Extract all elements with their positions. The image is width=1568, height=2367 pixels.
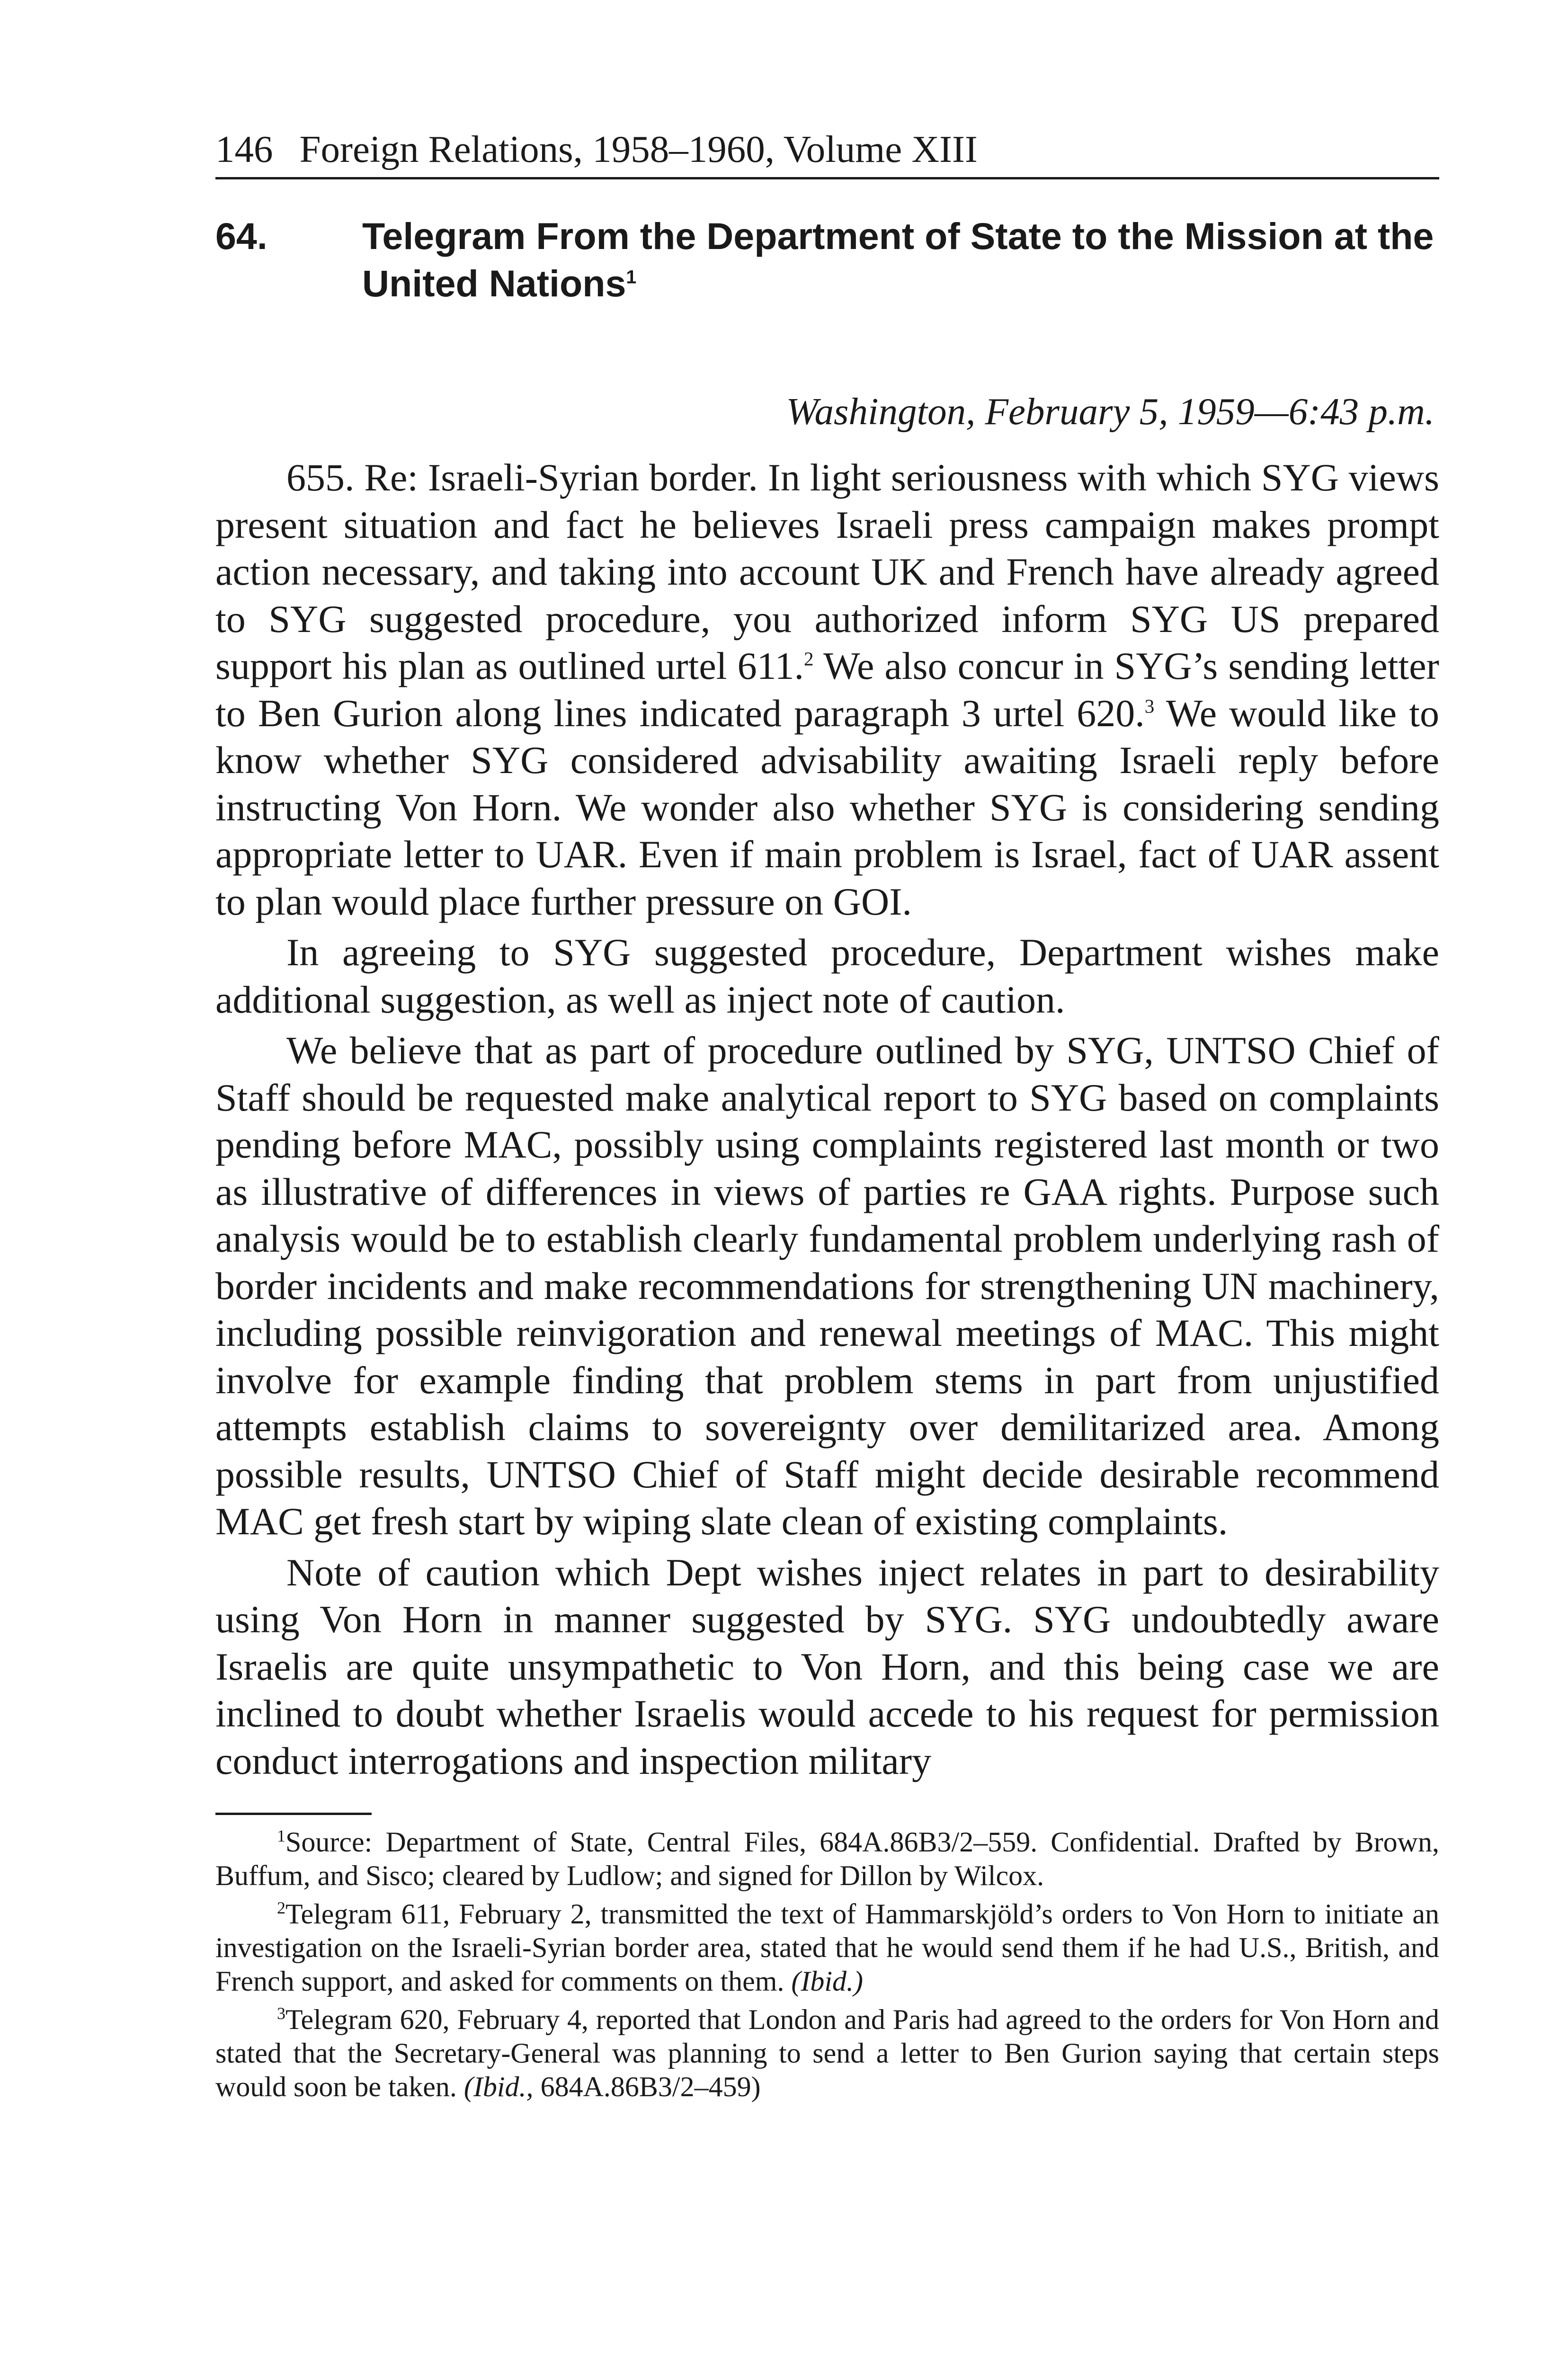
- footnote-3-citation: 684A.86B3/2–459): [533, 2071, 761, 2102]
- footnote-ref-1: 1: [626, 267, 637, 288]
- footnote-2-mark: 2: [277, 1898, 285, 1917]
- footnotes: [215, 1825, 1439, 2104]
- footnote-ref-3: 3: [1144, 695, 1155, 717]
- paragraph-2: In agreeing to SYG suggested procedure, Department wishes make additional suggestion, as well as inject note of caution.: [215, 931, 1439, 1021]
- footnote-1-mark: 1: [277, 1826, 285, 1845]
- footnote-2-text: Telegram 611, February 2, transmitted the text of Hammarskjöld’s orders to Von Horn to initiate an investigation on the Israeli-Syrian border area, stated that he would send them if he had U.S., British, and French support, and asked for comments on them.: [215, 1898, 1439, 1997]
- footnote-2-ibid: (Ibid.): [791, 1966, 864, 1997]
- paragraph-1: [215, 454, 1439, 925]
- paragraph-1-part-b: We also concur in SYG’s sending letter to Ben Gurion along lines indicated paragraph 3 urtel 620.: [215, 644, 1439, 735]
- running-head-title: Foreign Relations, 1958–1960, Volume XIII: [299, 128, 978, 170]
- paragraph-3: We believe that as part of procedure outlined by SYG, UNTSO Chief of Staff should be requested make analytical report to SYG based on complaints pending before MAC, possibly using complaints registered last month or two as illustrative of differences in views of parties re GAA rights. Purpose such analysis would be to establish clearly fundamental problem underlying rash of border incidents and make recommendations for strengthening UN machinery, including possible reinvigoration and renewal meetings of MAC. This might involve for example finding that problem stems in part from unjustified attempts establish claims to sovereignty over demilitarized area. Among possible results, UNTSO Chief of Staff might decide desirable recommend MAC get fresh start by wiping slate clean of existing complaints.: [215, 1029, 1439, 1543]
- document-number: 64.: [215, 215, 267, 257]
- dateline: Washington, February 5, 1959—6:43 p.m.: [786, 390, 1434, 433]
- footnote-3-mark: 3: [277, 2004, 285, 2023]
- footnote-3: [215, 2003, 1439, 2104]
- footnote-divider: [215, 1813, 372, 1815]
- footnote-2: [215, 1897, 1439, 1998]
- running-head: [215, 123, 1439, 179]
- document-heading: [215, 213, 1439, 307]
- footnote-1: [215, 1825, 1439, 1893]
- document-title: [362, 213, 1439, 307]
- document-title-text: Telegram From the Department of State to the Mission at the United Nations: [362, 215, 1434, 304]
- telegram-body: [215, 454, 1439, 1784]
- footnote-3-text: Telegram 620, February 4, reported that London and Paris had agreed to the orders for Von Horn and stated that the Secretary-General was planning to send a letter to Ben Gurion saying that certain steps would soon be taken.: [215, 2004, 1439, 2102]
- document-page: [215, 123, 1439, 2109]
- paragraph-1-part-c: We would like to know whether SYG considered advisability awaiting Israeli reply before instructing Von Horn. We wonder also whether SYG is considering sending appropriate letter to UAR. Even if main problem is Israel, fact of UAR assent to plan would place further pressure on GOI.: [215, 691, 1439, 923]
- paragraph-1-part-a: 655. Re: Israeli-Syrian border. In light seriousness with which SYG views present situation and fact he believes Israeli press campaign makes prompt action necessary, and taking into account UK and French have already agreed to SYG suggested procedure, you authorized inform SYG US prepared support his plan as outlined urtel 611.: [215, 456, 1439, 687]
- footnote-1-text: Source: Department of State, Central Files, 684A.86B3/2–559. Confidential. Drafted by Brown, Buffum, and Sisco; cleared by Ludlow; and signed for Dillon by Wilcox.: [215, 1826, 1439, 1891]
- page-number: 146: [215, 128, 273, 170]
- paragraph-4: Note of caution which Dept wishes inject relates in part to desirability using Von Horn in manner suggested by SYG. SYG undoubtedly aware Israelis are quite unsympathetic to Von Horn, and this being case we are inclined to doubt whether Israelis would accede to his request for permission conduct interrogations and inspection military: [215, 1550, 1439, 1782]
- footnote-3-ibid: (Ibid.,: [463, 2071, 534, 2102]
- footnote-ref-2: 2: [804, 648, 814, 670]
